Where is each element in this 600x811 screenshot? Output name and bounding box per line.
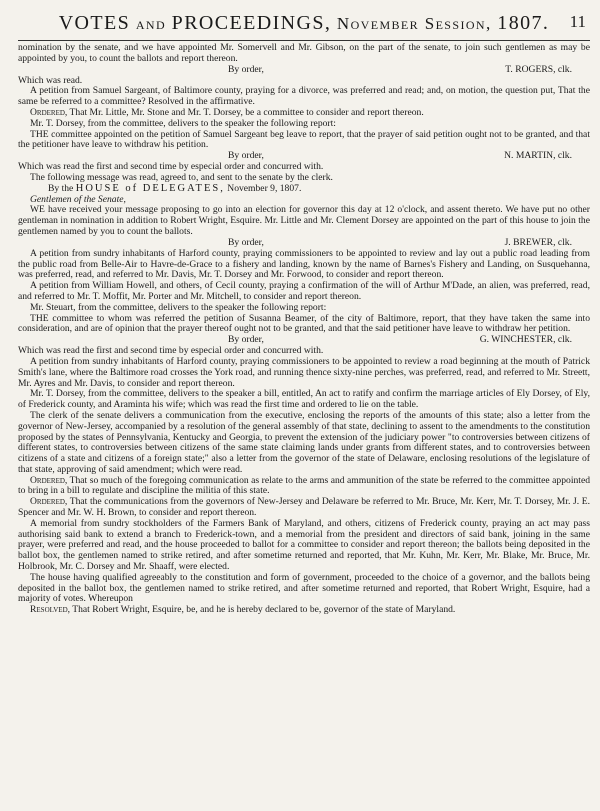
salutation: Gentlemen of the Senate, xyxy=(30,193,126,205)
paragraph: A petition from Samuel Sargeant, of Baltimore county, praying for a divorce, was preferred and read; and, on motion, the question put, That the same be referred to a committee? Resolved in the affirmative. xyxy=(18,85,590,108)
paragraph: nomination by the senate, and we have appointed Mr. Somervell and Mr. Gibson, on the part of the senate, to join such gentlemen as may be appointed by you, to count the ballots and report thereon. xyxy=(18,42,590,64)
running-title xyxy=(59,12,550,35)
paragraph: THE committee to whom was referred the petition of Susanna Beamer, of the city of Baltimore, report, that they have taken the same into consideration, and are of opinion that the prayer thereof ought not to be granted, and that the said petitioner have leave to withdraw her petition. xyxy=(18,312,590,335)
title-session: November Session, xyxy=(336,14,492,33)
page-number: 11 xyxy=(569,12,586,31)
document-body xyxy=(18,41,590,616)
paragraph: Mr. T. Dorsey, from the committee, delivers to the speaker the following report: xyxy=(30,117,336,129)
paragraph: Which was read the first and second time by especial order and concurred with. xyxy=(18,161,324,173)
paragraph xyxy=(18,605,590,616)
paragraph: Which was read the first and second time by especial order and concurred with. xyxy=(18,345,324,357)
paragraph: A petition from sundry inhabitants of Harford county, praying commissioners to be appointed to review and lay out a public road leading from the public road from Belle-Air to Havre-de-Grace to a fishery and landing, known by the name of Barnes's Fishery and Landing, on Susquehanna, was preferred, read, and referred to Mr. Davis, Mr. T. Dorsey and Mr. Forwood, to consider and report thereon. xyxy=(18,247,590,281)
title-word-and: and xyxy=(135,14,167,33)
title-year: 1807. xyxy=(497,12,550,34)
clerk-signature: T. ROGERS, clk. xyxy=(505,63,572,75)
paragraph: Mr. T. Dorsey, from the committee, delivers to the speaker a bill, entitled, An act to ratify and confirm the marriage articles of Ely Dorsey, of Ely, of Frederick county, and Araminta his wife; which was read the first time and ordered to lie on the table. xyxy=(18,388,590,411)
paragraph: The house having qualified agreeably to the constitution and form of government, proceeded to the choice of a governor, and the ballots being deposited in the ballot box, the gentlemen named to strike retired, and after sometime returned and reported, that Robert Wright, Esquire, had a majority of votes. Whereupon xyxy=(18,571,590,605)
signature-line xyxy=(18,238,590,249)
paragraph: WE have received your message proposing to go into an election for governor this day at 12 o'clock, and assent thereto. We have put no other gentleman in nomination in addition to Robert Wright, Esquire. Mr. Little and Mr. Clement Dorsey are appointed on the part of this house to join the gentlemen named by you to count the ballots. xyxy=(18,204,590,237)
ordered-text: That Mr. Little, Mr. Stone and Mr. T. Dorsey, be a committee to consider and report thereon. xyxy=(67,106,424,118)
by-order: By order, xyxy=(228,150,264,162)
clerk-signature: G. WINCHESTER, clk. xyxy=(479,334,572,346)
signature-line xyxy=(18,151,590,162)
by-order: By order, xyxy=(228,334,264,346)
by-order: By order, xyxy=(228,63,264,75)
resolved-lead: Resolved, xyxy=(30,604,71,616)
paragraph: A memorial from sundry stockholders of the Farmers Bank of Maryland, and others, citizens of Frederick county, praying an act may pass authorising said bank to extend a branch to Frederick-town, and a memorial from the president and directors of said bank, joining in the same prayer, were preferred and read, and the house proceeded to ballot for a committee to consider and report thereon; the ballots being deposited in the ballot box, the gentlemen named to strike retired, and after sometime returned and reported, that Mr. Kuhn, Mr. Kerr, Mr. Blake, Mr. Bruce, Mr. Holbrook, Mr. C. Dorsey and Mr. Shaaff, were elected. xyxy=(18,517,590,573)
clerk-signature: N. MARTIN, clk. xyxy=(504,150,572,162)
ordered-lead: Ordered, xyxy=(30,106,68,118)
title-word-proceedings: PROCEEDINGS, xyxy=(171,12,332,34)
paragraph xyxy=(18,476,590,498)
title-word-votes: VOTES xyxy=(58,12,131,34)
paragraph: Mr. Steuart, from the committee, delivers to the speaker the following report: xyxy=(30,301,327,313)
paragraph: A petition from William Howell, and others, of Cecil county, praying a confirmation of the will of Arthur M'Dade, an alien, was preferred, read, and referred to Mr. T. Moffit, Mr. Porter and Mr. Mitchell, to consider and report thereon. xyxy=(18,280,590,302)
signature-line xyxy=(18,65,590,76)
paragraph xyxy=(18,497,590,519)
document-page xyxy=(18,4,590,801)
ordered-text: That so much of the foregoing communication as relate to the arms and ammunition of the state be referred to the committee appointed to bring in a bill to regulate and discipline the militia of this state. xyxy=(18,474,590,497)
ordered-lead: Ordered, xyxy=(30,496,68,508)
paragraph: The clerk of the senate delivers a communication from the executive, enclosing the reports of the amounts of this state; also a letter from the governor of New-Jersey, accompanied by a resolution of the general assembly of that state, declining to assent to the amendments to the constitution proposed by the states of Pennsylvania, Kentucky and Georgia, to prevent the extension of the judiciary power "to controversies between citizens of different states, to controversies between citizens of the same state claiming lands under grants from different states, and to controversies between citizens of a state and citizens of a foreign state;" also a letter from the governor of the state of Delaware, enclosing resolutions of the legislature of that state, approving of said amendment; which were read. xyxy=(18,409,590,475)
ordered-lead: Ordered, xyxy=(30,474,68,486)
signature-line xyxy=(18,335,590,346)
house-by: By the xyxy=(48,182,74,194)
paragraph: The following message was read, agreed to, and sent to the senate by the clerk. xyxy=(30,171,333,183)
page-header xyxy=(18,4,590,41)
house-date: November 9, 1807. xyxy=(227,182,302,194)
by-order: By order, xyxy=(228,236,264,248)
paragraph: A petition from sundry inhabitants of Harford county, praying commissioners to be appointed to review a road beginning at the mouth of Patrick Smith's lane, where the Baltimore road crosses the York road, and running thence sixty-nine perches, was preferred, read, and referred to Mr. Streett, Mr. Ayres and Mr. Davis, to consider and report thereon. xyxy=(18,355,590,389)
paragraph: Which was read. xyxy=(18,74,83,86)
house-heading xyxy=(18,184,590,195)
resolved-text: That Robert Wright, Esquire, be, and he is hereby declared to be, governor of the state of Maryland. xyxy=(70,604,456,616)
paragraph: THE committee appointed on the petition of Samuel Sargeant beg leave to report, that the prayer of said petition ought not to be granted, and that the petitioner have leave to withdraw his petition. xyxy=(18,128,590,151)
house-name: HOUSE of DELEGATES, xyxy=(75,182,225,194)
clerk-signature: J. BREWER, clk. xyxy=(504,236,572,248)
ordered-text: That the communications from the governors of New-Jersey and Delaware be referred to Mr. Bruce, Mr. Kerr, Mr. T. Dorsey, Mr. J. E. Spencer and Mr. W. H. Brown, to consider and report thereon. xyxy=(18,496,590,519)
